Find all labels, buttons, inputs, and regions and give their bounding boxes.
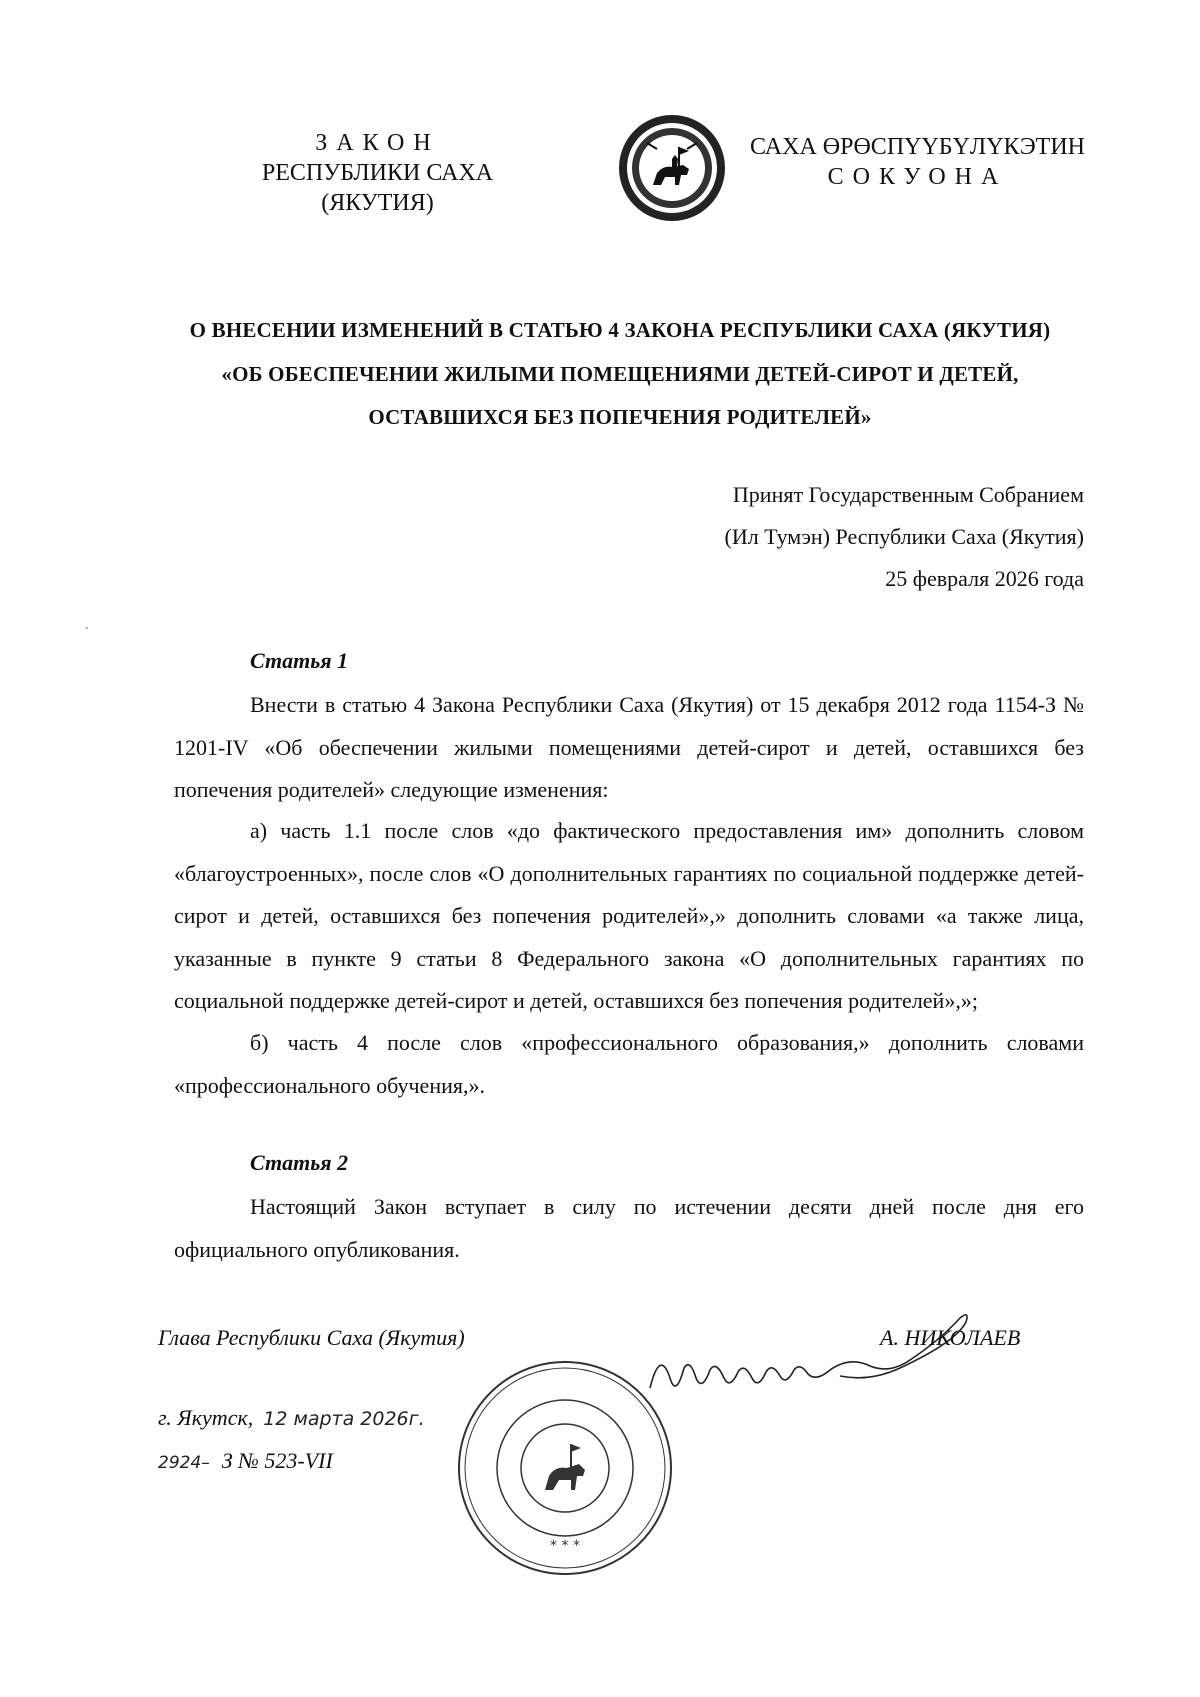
- article1-paragraph2: а) часть 1.1 после слов «до фактического предоставления им» дополнить словом «благоустроенных», после слов «О дополнительных гарантиях по социальной поддержке детей-сирот и детей, оставшихся без попечения родителей»,» дополнить словами «а также лица, указанные в пункте 9 статьи 8 Федерального закона «О дополнительных гарантиях по социальной поддержке детей-сирот и детей, оставшихся без попечения родителей»,»;: [174, 818, 1084, 1013]
- header-right: [745, 132, 1090, 192]
- law-number: [158, 1448, 333, 1474]
- signing-city: г. Якутск,: [158, 1405, 254, 1430]
- article1-heading: Статья 1: [250, 648, 349, 673]
- signing-place-date: [158, 1405, 425, 1431]
- header-left-line2: РЕСПУБЛИКИ САХА (ЯКУТИЯ): [261, 160, 494, 216]
- title-line1: О ВНЕСЕНИИ ИЗМЕНЕНИЙ В СТАТЬЮ 4 ЗАКОНА РЕСПУБЛИКИ САХА (ЯКУТИЯ): [189, 318, 1051, 342]
- signature-position: Глава Республики Саха (Якутия): [158, 1325, 465, 1350]
- adopted-line3: 25 февраля 2026 года: [885, 566, 1084, 591]
- svg-text:* * *: * * *: [550, 1538, 580, 1554]
- law-number-handwritten: 2924–: [158, 1453, 210, 1473]
- adopted-block: [564, 474, 1084, 600]
- article1-paragraph1: Внести в статью 4 Закона Республики Саха (Якутия) от 15 декабря 2012 года 1154-З № 1201-IV «Об обеспечении жилыми помещениями детей-сирот и детей, оставшихся без попечения родителей» следующие изменения:: [174, 692, 1084, 802]
- signing-date: 12 марта 2026г.: [263, 1408, 425, 1430]
- article2-paragraph1: Настоящий Закон вступает в силу по истечении десяти дней после дня его официального опубликования.: [174, 1194, 1084, 1262]
- title-line3: ОСТАВШИХСЯ БЕЗ ПОПЕЧЕНИЯ РОДИТЕЛЕЙ»: [368, 405, 872, 429]
- header-left: [205, 128, 550, 218]
- adopted-line1: Принят Государственным Собранием: [732, 482, 1084, 507]
- header-right-line2: СОКУОНА: [827, 164, 1008, 190]
- article2-heading: Статья 2: [250, 1150, 349, 1175]
- header-left-line1: ЗАКОН: [315, 130, 440, 156]
- signature-name: А. НИКОЛАЕВ: [880, 1325, 1021, 1350]
- adopted-line2: (Ил Тумэн) Республики Саха (Якутия): [724, 524, 1084, 549]
- header-right-line1: САХА ӨРӨСПҮҮБҮЛҮКЭТИН: [749, 134, 1085, 160]
- law-number-printed: З № 523-VII: [221, 1448, 333, 1473]
- republic-emblem-icon: [617, 113, 727, 223]
- article1-paragraph3: б) часть 4 после слов «профессионального образования,» дополнить словами «профессионального обучения,».: [174, 1030, 1084, 1098]
- scan-dot: [86, 627, 88, 629]
- title-line2: «ОБ ОБЕСПЕЧЕНИИ ЖИЛЫМИ ПОМЕЩЕНИЯМИ ДЕТЕЙ-СИРОТ И ДЕТЕЙ,: [221, 362, 1019, 386]
